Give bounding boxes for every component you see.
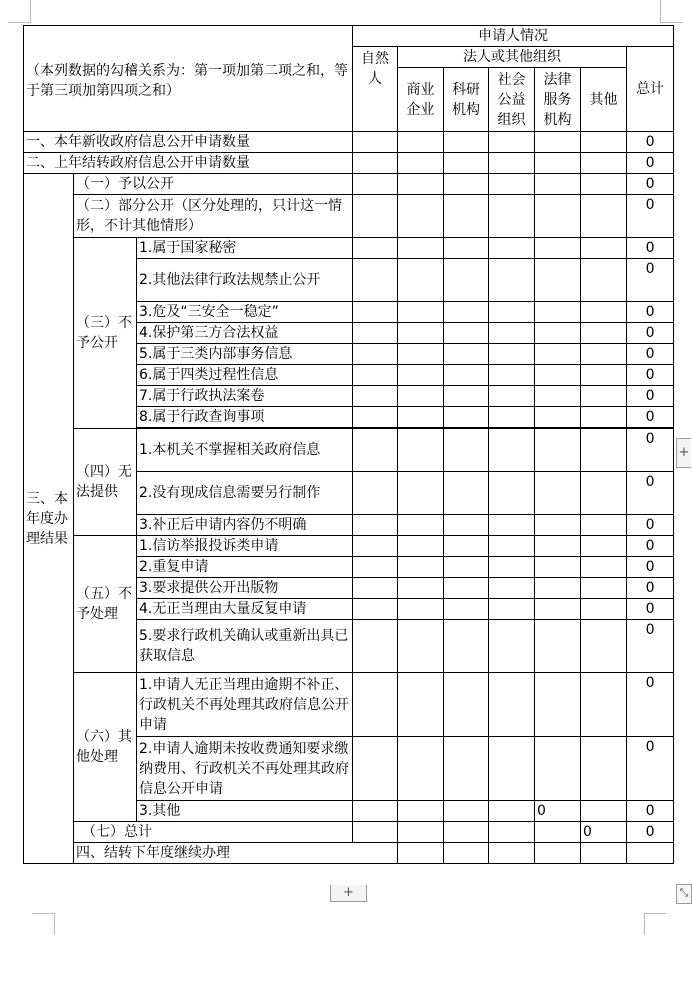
row-total[interactable]: 0 (627, 132, 674, 153)
row-label: 8.属于行政查询事项 (137, 407, 353, 428)
row-total[interactable]: 0 (627, 302, 674, 323)
table-resize-handle[interactable]: ⤡ (676, 884, 692, 904)
row-total[interactable]: 0 (627, 515, 674, 536)
group-label: （五）不予处理 (74, 536, 137, 673)
row-total[interactable]: 0 (627, 472, 674, 515)
row-total[interactable]: 0 (627, 153, 674, 174)
row-label: 4.保护第三方合法权益 (137, 323, 353, 344)
row-label: 3.危及“三安全一稳定” (137, 302, 353, 323)
legal-service-cell[interactable]: 0 (535, 801, 581, 822)
page-corner-mark-bottom-right-v (644, 913, 667, 935)
row-label: 5.要求行政机关确认或重新出具已获取信息 (137, 620, 353, 673)
row-label: 2.重复申请 (137, 557, 353, 578)
row-total[interactable]: 0 (627, 673, 674, 737)
row-label: 1.信访举报投诉类申请 (137, 536, 353, 557)
row-label: 一、本年新收政府信息公开申请数量 (24, 132, 353, 153)
header-legal-service: 法律服务机构 (535, 68, 581, 132)
row-total[interactable]: 0 (627, 195, 674, 238)
section-3-label: 三、本年度办理结果 (24, 174, 74, 864)
group-label: （六）其他处理 (74, 673, 137, 822)
row-total[interactable]: 0 (627, 259, 674, 302)
table-row (24, 238, 674, 259)
header-natural-person: 自然人 (353, 47, 398, 132)
row-total[interactable]: 0 (627, 578, 674, 599)
row-total[interactable]: 0 (627, 536, 674, 557)
row-total[interactable]: 0 (627, 344, 674, 365)
row-label: 4.无正当理由大量反复申请 (137, 599, 353, 620)
table-row (24, 132, 674, 153)
row-total[interactable]: 0 (627, 238, 674, 259)
header-other: 其他 (581, 68, 627, 132)
row-total[interactable]: 0 (627, 737, 674, 801)
row-label: （二）部分公开（区分处理的，只计这一情形，不计其他情形） (74, 195, 353, 238)
add-column-button[interactable]: + (330, 885, 367, 902)
page-corner-mark-bottom-left (32, 913, 54, 936)
row-label: 6.属于四类过程性信息 (137, 365, 353, 386)
row-total[interactable]: 0 (627, 801, 674, 822)
row-label: 四、结转下年度继续办理 (74, 843, 398, 864)
row-total[interactable]: 0 (627, 429, 674, 472)
row-total[interactable]: 0 (627, 365, 674, 386)
row-total[interactable]: 0 (627, 407, 674, 428)
table-row (24, 822, 674, 843)
table-row (24, 843, 674, 864)
row-label: 5.属于三类内部事务信息 (137, 344, 353, 365)
disclosure-statistics-table (23, 25, 674, 864)
add-row-button[interactable]: + (676, 438, 691, 468)
row-label: 1.申请人无正当理由逾期不补正、行政机关不再处理其政府信息公开申请 (137, 673, 353, 737)
row-label: 2.其他法律行政法规禁止公开 (137, 259, 353, 302)
row-label: 3.补正后申请内容仍不明确 (137, 515, 353, 536)
row-total[interactable]: 0 (627, 323, 674, 344)
other-cell[interactable]: 0 (581, 822, 627, 843)
header-social-welfare: 社会公益组织 (489, 68, 535, 132)
table-row (24, 673, 674, 737)
table-row (24, 429, 674, 472)
row-total[interactable]: 0 (627, 386, 674, 407)
header-total: 总计 (627, 47, 674, 132)
table-row (24, 195, 674, 238)
row-label: 7.属于行政执法案卷 (137, 386, 353, 407)
row-label: （一）予以公开 (74, 174, 353, 195)
row-total[interactable]: 0 (627, 599, 674, 620)
row-label: 2.申请人逾期未按收费通知要求缴纳费用、行政机关不再处理其政府信息公开申请 (137, 737, 353, 801)
header-commercial: 商业企业 (398, 68, 444, 132)
row-label: 1.本机关不掌握相关政府信息 (137, 429, 353, 472)
row-total[interactable]: 0 (627, 557, 674, 578)
row-total[interactable]: 0 (627, 822, 674, 843)
row-label: 二、上年结转政府信息公开申请数量 (24, 153, 353, 174)
table-row (24, 153, 674, 174)
group-label: （四）无法提供 (74, 429, 137, 536)
row-total[interactable]: 0 (627, 174, 674, 195)
header-legal-person-group: 法人或其他组织 (398, 47, 627, 68)
row-label: （七）总计 (74, 822, 353, 843)
group-label: （三）不予公开 (74, 238, 137, 429)
row-label: 3.要求提供公开出版物 (137, 578, 353, 599)
page-corner-mark-top-right (660, 0, 683, 23)
row-label: 3.其他 (137, 801, 353, 822)
header-applicant-info: 申请人情况 (353, 26, 674, 47)
table-row (24, 174, 674, 195)
table-row (24, 536, 674, 557)
row-total[interactable]: 0 (627, 620, 674, 673)
page-corner-mark-bottom-left-v (54, 913, 77, 935)
header-research: 科研机构 (444, 68, 489, 132)
page-corner-mark-top-left (8, 0, 31, 23)
row-label: 2.没有现成信息需要另行制作 (137, 472, 353, 515)
header-note: （本列数据的勾稽关系为：第一项加第二项之和，等于第三项加第四项之和） (24, 26, 353, 132)
row-label: 1.属于国家秘密 (137, 238, 353, 259)
